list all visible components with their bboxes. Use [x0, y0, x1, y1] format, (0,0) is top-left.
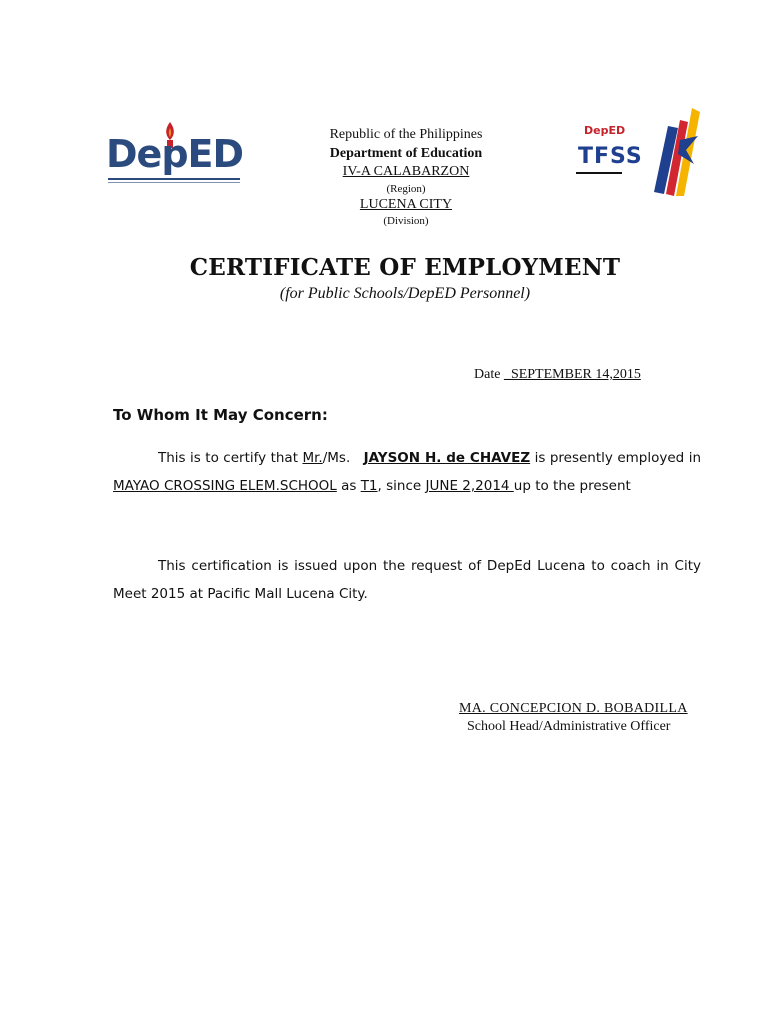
signatory-name: MA. CONCEPCION D. BOBADILLA — [459, 701, 688, 716]
deped-logo — [104, 116, 249, 188]
header-division-caption: (Division) — [383, 215, 429, 227]
employment-start-date: JUNE 2,2014 — [425, 478, 514, 494]
header-department: Department of Education — [329, 146, 483, 161]
salutation-ms: /Ms. — [322, 450, 351, 466]
header-region-caption: (Region) — [386, 183, 426, 195]
para1-text-3: as — [336, 478, 361, 494]
date-value: _SEPTEMBER 14,2015 — [503, 367, 641, 382]
tfss-logo-small-text: DepED — [584, 124, 626, 137]
para1-text-4: , since — [377, 478, 426, 494]
school-name: MAYAO CROSSING ELEM.SCHOOL — [113, 478, 337, 494]
position: T1 — [360, 478, 378, 494]
employee-name: JAYSON H. de CHAVEZ — [363, 450, 531, 466]
date-row — [474, 367, 641, 383]
header-division: LUCENA CITY — [359, 197, 453, 212]
tfss-logo-text: TFSS — [578, 144, 643, 169]
header-region: IV-A CALABARZON — [342, 164, 470, 179]
header-republic: Republic of the Philippines — [329, 127, 483, 142]
tfss-logo — [572, 100, 704, 200]
purpose-text: This certification is issued upon the request of DepEd Lucena to coach in City Meet 2015 at Pacific Mall Lucena City. — [113, 558, 701, 602]
document-title: CERTIFICATE OF EMPLOYMENT — [189, 254, 621, 281]
date-label: Date — [474, 367, 501, 382]
para1-text-5: up to the present — [513, 478, 631, 494]
para1-text-1: This is to certify that — [158, 450, 303, 466]
signatory-position: School Head/Administrative Officer — [467, 719, 671, 734]
salutation-mr: Mr. — [302, 450, 323, 466]
document-subtitle: (for Public Schools/DepED Personnel) — [279, 285, 531, 302]
certification-paragraph — [113, 444, 701, 500]
para1-text-2: is presently employed in — [530, 450, 702, 466]
greeting: To Whom It May Concern: — [113, 406, 328, 424]
purpose-paragraph — [113, 552, 701, 608]
deped-logo-text: DepED — [106, 132, 244, 176]
